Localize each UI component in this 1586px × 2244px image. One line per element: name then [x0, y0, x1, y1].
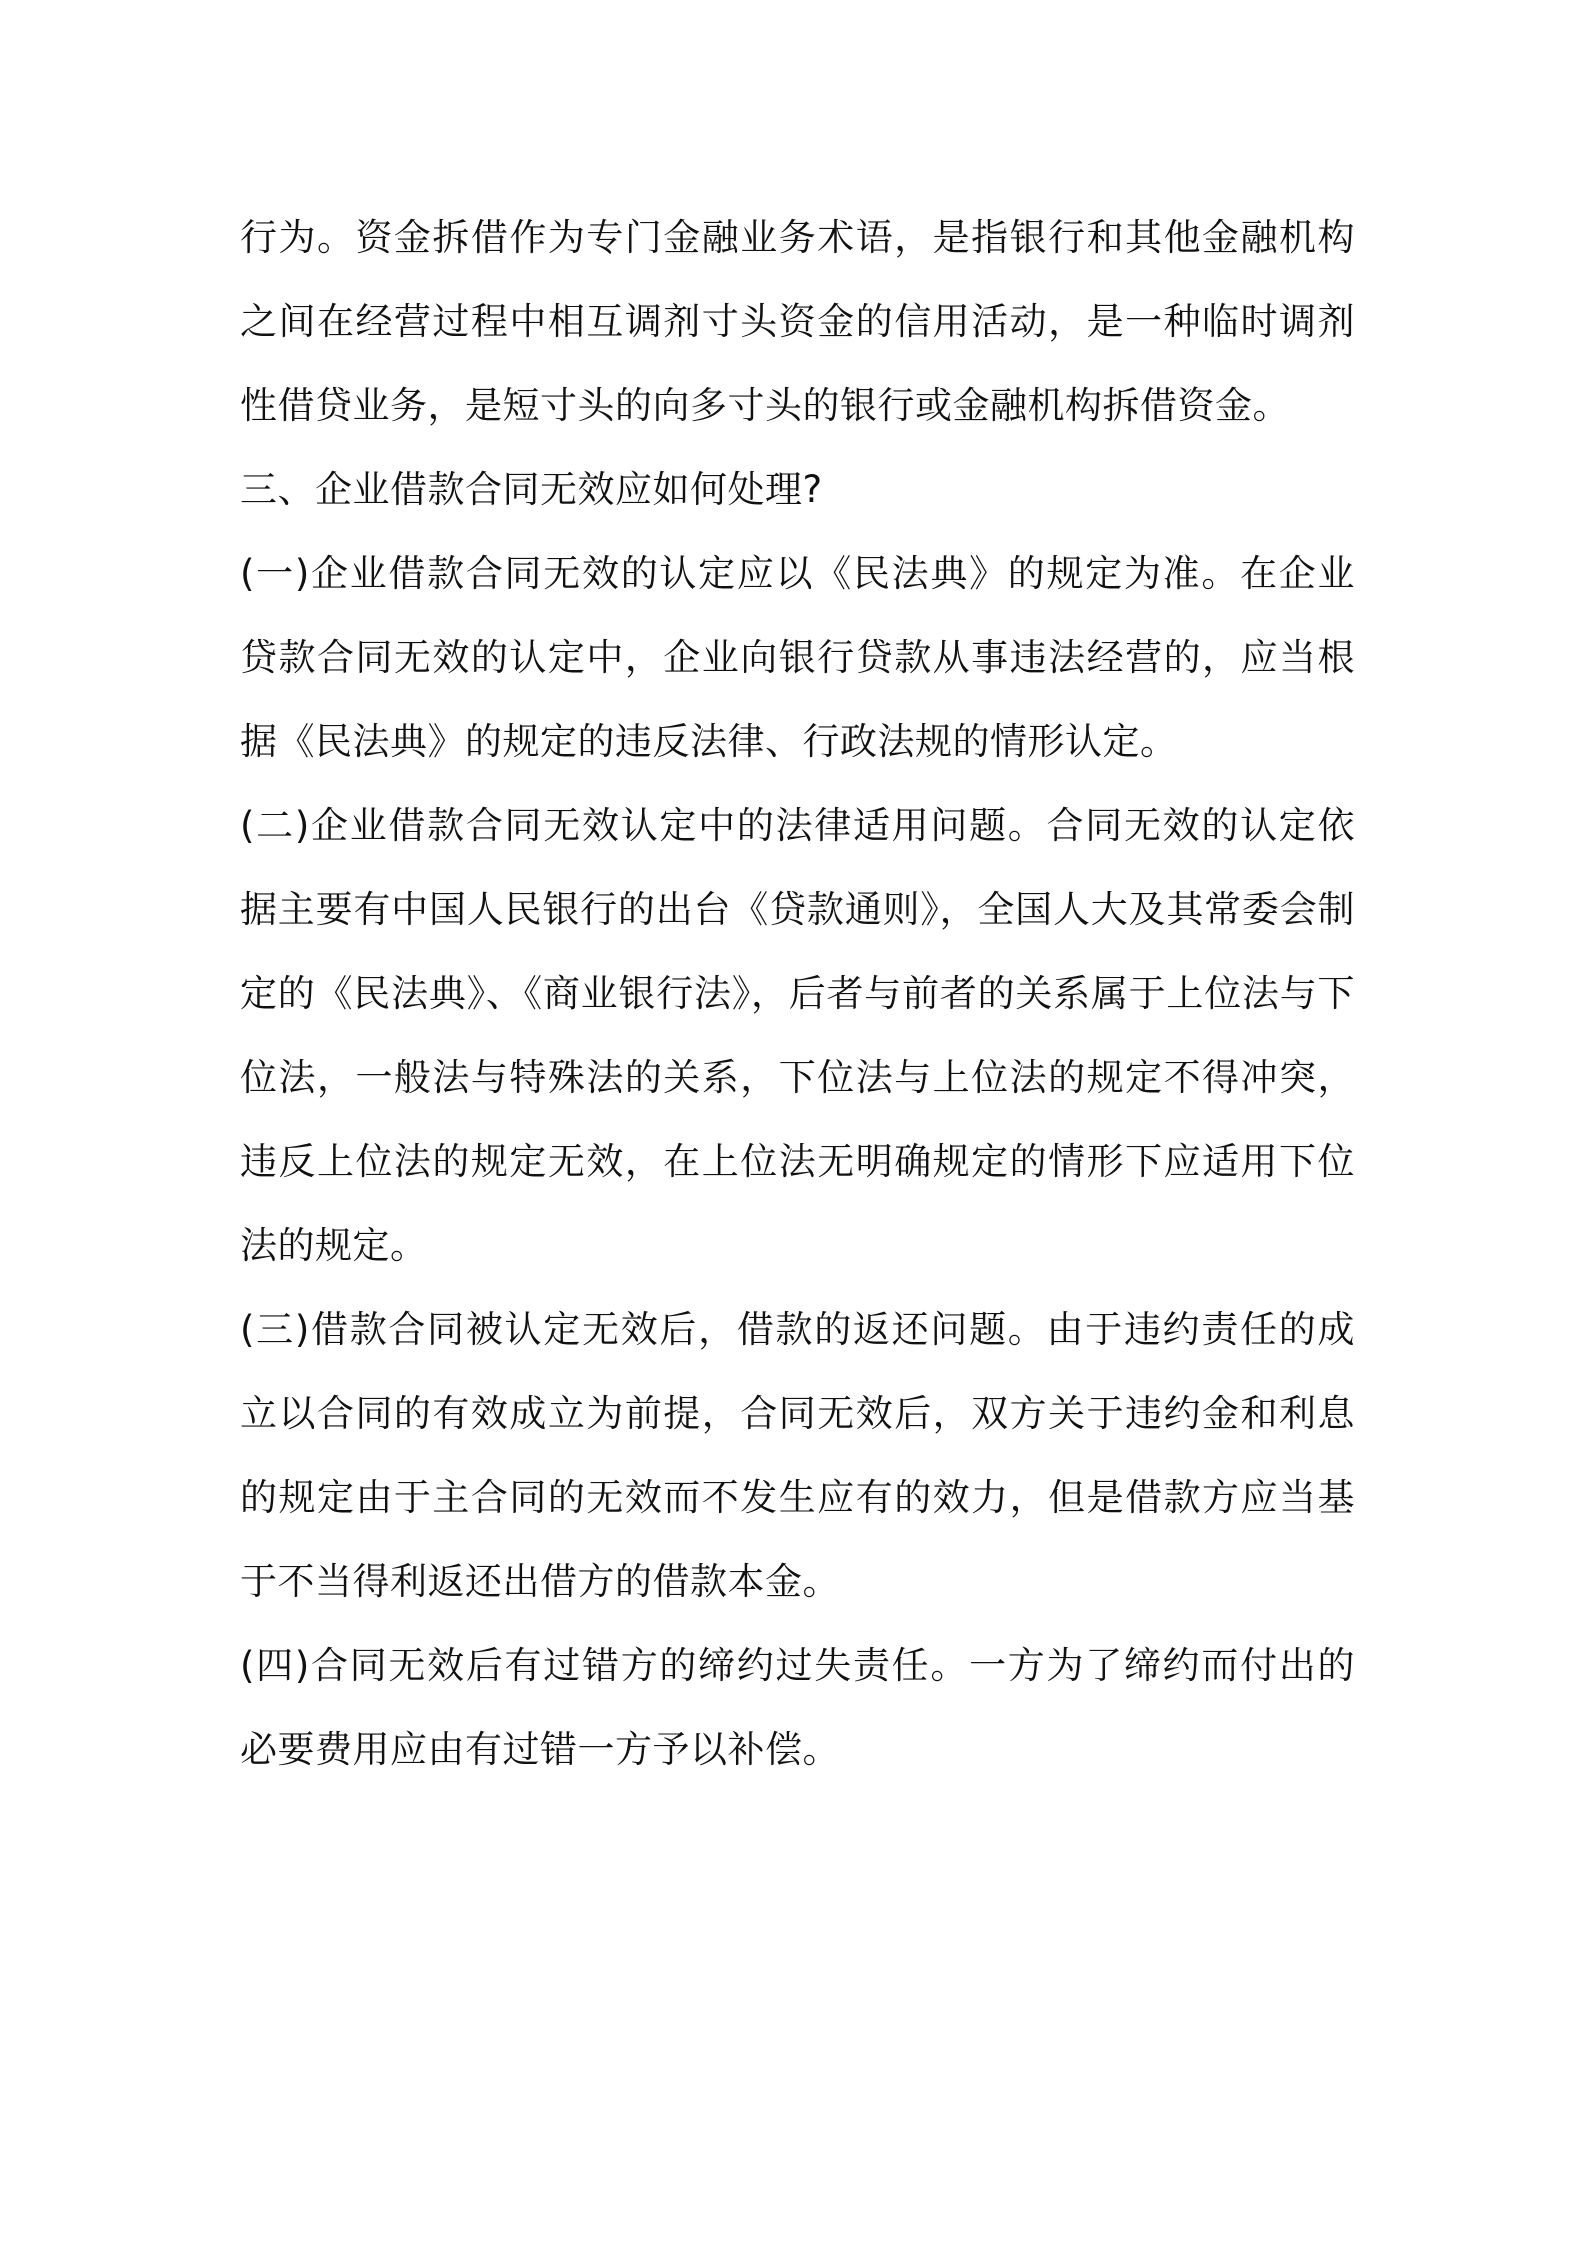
paragraph-interbank-lending: 行为。资金拆借作为专门金融业务术语，是指银行和其他金融机构之间在经营过程中相互调剂寸头资金的信用活动，是一种临时调剂性借贷业务，是短寸头的向多寸头的银行或金融机构拆借资金。 [240, 216, 1355, 427]
paragraph-item-2: (二)企业借款合同无效认定中的法律适用问题。合同无效的认定依据主要有中国人民银行的出台《贷款通则》，全国人大及其常委会制定的《民法典》、《商业银行法》，后者与前者的关系属于上位法与下位法，一般法与特殊法的关系，下位法与上位法的规定不得冲突，违反上位法的规定无效，在上位法无明确规定的情形下应适用下位法的规定。 [240, 804, 1355, 1267]
paragraph-item-4: (四)合同无效后有过错方的缔约过失责任。一方为了缔约而付出的必要费用应由有过错一方予以补偿。 [240, 1644, 1355, 1771]
section-heading-3: 三、企业借款合同无效应如何处理? [240, 468, 823, 511]
paragraph-item-1: (一)企业借款合同无效的认定应以《民法典》的规定为准。在企业贷款合同无效的认定中，企业向银行贷款从事违法经营的，应当根据《民法典》的规定的违反法律、行政法规的情形认定。 [240, 552, 1355, 763]
document-body [240, 196, 1355, 1792]
paragraph-item-3: (三)借款合同被认定无效后，借款的返还问题。由于违约责任的成立以合同的有效成立为前提，合同无效后，双方关于违约金和利息的规定由于主合同的无效而不发生应有的效力，但是借款方应当基于不当得利返还出借方的借款本金。 [240, 1308, 1355, 1603]
